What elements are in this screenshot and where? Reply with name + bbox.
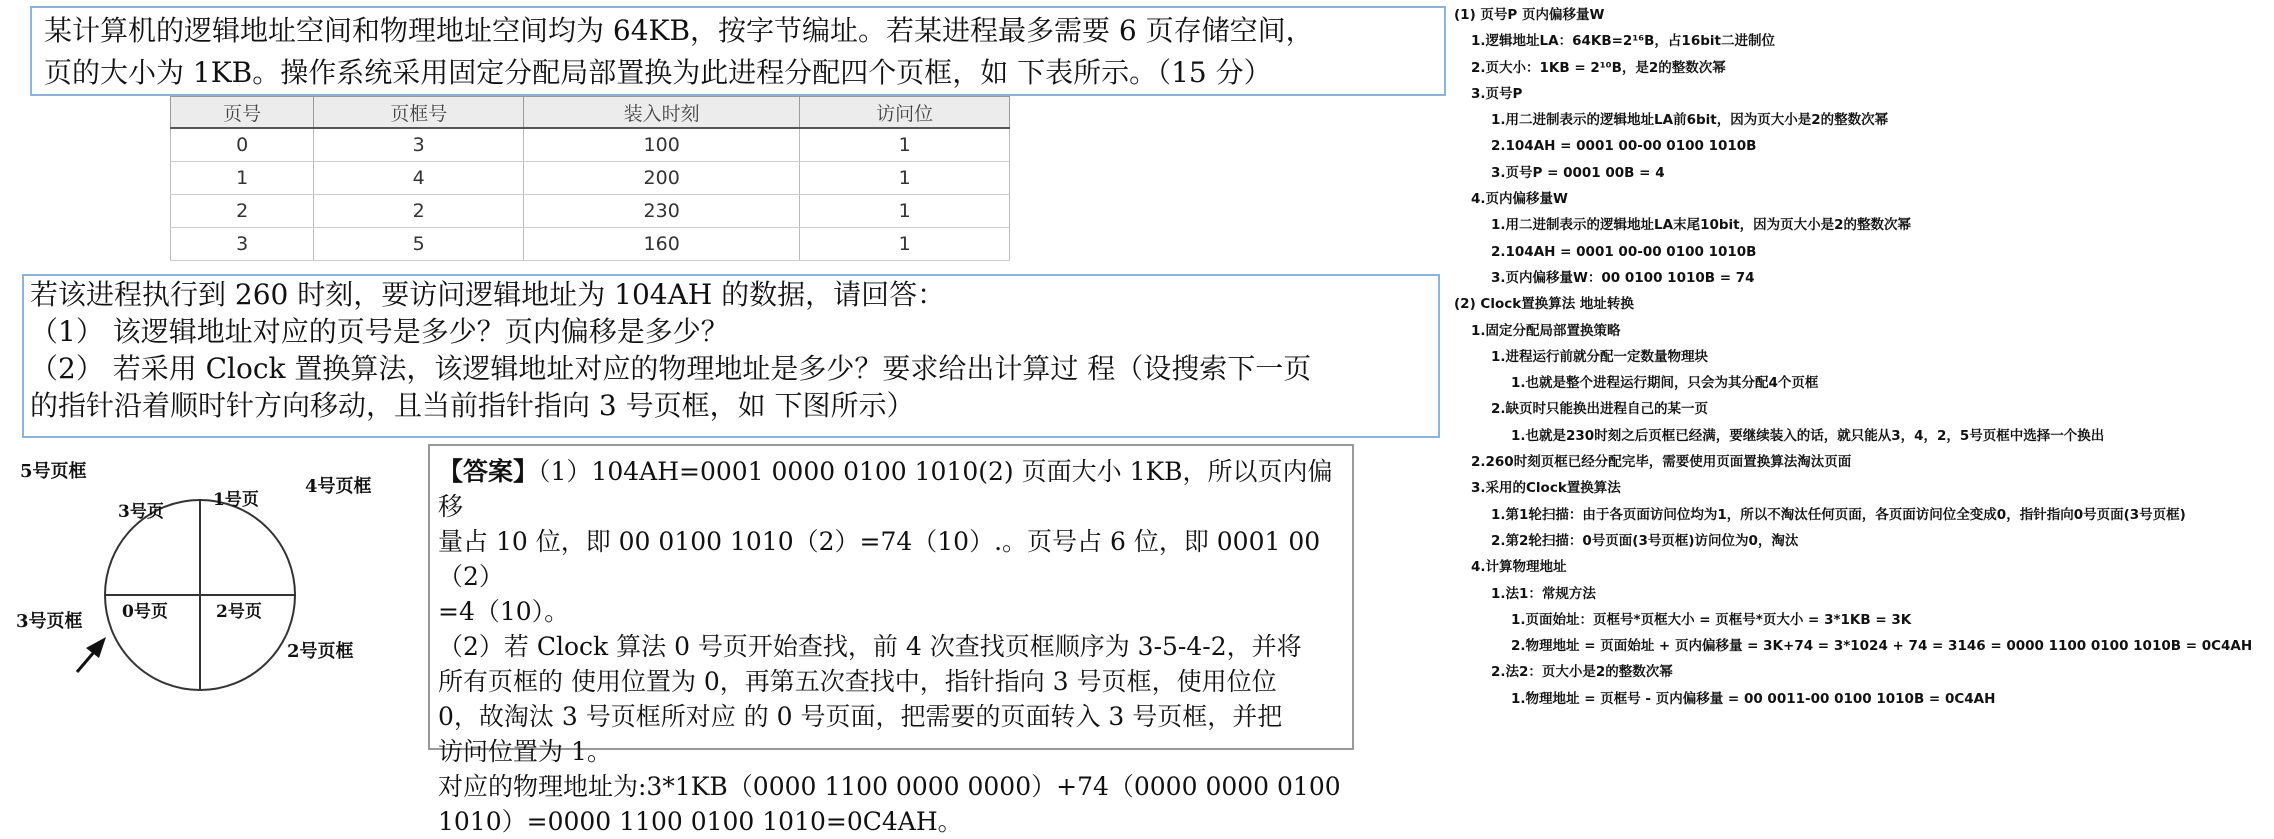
label-page-2: 2号页 (216, 602, 262, 622)
outline-item: (1) 页号P 页内偏移量W (1454, 7, 1605, 23)
outline-item: 3.页号P (1471, 85, 1523, 102)
outline-item: 3.采用的Clock置换算法 (1471, 480, 1621, 497)
outline-item: 1.也就是整个进程运行期间，只会为其分配4个页框 (1511, 375, 1819, 392)
outline-item: 2.缺页时只能换出进程自己的某一页 (1491, 401, 1709, 418)
outline-item: 2.法2：页大小是2的整数次幂 (1491, 664, 1673, 681)
question2-line-4: 的指针沿着顺时针方向移动，且当前指针指向 3 号页框，如 下图所示） (30, 389, 915, 422)
outline-item: 4.计算物理地址 (1471, 559, 1567, 576)
table-cell: 3 (314, 128, 524, 162)
header-access-bit: 访问位 (800, 97, 1010, 129)
table-row (171, 128, 1010, 162)
label-page-1: 1号页 (213, 490, 259, 510)
outline-item: 1.页面始址：页框号*页框大小 = 页框号*页大小 = 3*1KB = 3K (1511, 611, 1912, 628)
answer-line-8: 对应的物理地址为:3*1KB（0000 1100 0000 0000）+74（0000 0000 0100 (438, 772, 1341, 801)
label-frame-5: 5号页框 (20, 461, 87, 482)
answer-line-7: 访问位置为 1。 (438, 737, 612, 766)
answer-line-6: 0，故淘汰 3 号页框所对应 的 0 号页面，把需要的页面转入 3 号页框，并把 (438, 702, 1283, 731)
table-cell: 230 (524, 195, 800, 228)
outline-item: 3.页内偏移量W：00 0100 1010B = 74 (1491, 269, 1755, 286)
answer-tag: 【答案】 (438, 457, 539, 486)
label-frame-2: 2号页框 (287, 641, 354, 662)
outline-item: 1.用二进制表示的逻辑地址LA末尾10bit，因为页大小是2的整数次幂 (1491, 217, 1911, 234)
notes-outline (1454, 2, 2270, 712)
outline-item: 2.第2轮扫描：0号页面(3号页框)访问位为0，淘汰 (1491, 532, 1799, 549)
label-frame-3: 3号页框 (16, 611, 83, 632)
table-cell: 5 (314, 228, 524, 261)
outline-item: 2.物理地址 = 页面始址 + 页内偏移量 = 3K+74 = 3*1024 + 74 = 3146 = 0000 1100 0100 1010B = 0C4AH (1511, 638, 2253, 655)
question2-line-2: （1） 该逻辑地址对应的页号是多少？页内偏移是多少？ (30, 315, 729, 348)
outline-item: 2.页大小：1KB = 2¹⁰B，是2的整数次幂 (1471, 59, 1726, 76)
outline-item: 1.进程运行前就分配一定数量物理块 (1491, 348, 1709, 365)
clock-diagram (0, 445, 400, 745)
table-cell: 1 (800, 195, 1010, 228)
table-cell: 200 (524, 162, 800, 195)
question2-line-1: 若该进程执行到 260 时刻，要访问逻辑地址为 104AH 的数据，请回答： (30, 278, 946, 311)
outline-item: 1.第1轮扫描：由于各页面访问位均为1，所以不淘汰任何页面，各页面访问位全变成0，指针指向0号页面(3号页框) (1491, 506, 2186, 523)
answer-box (428, 444, 1354, 836)
label-page-3: 3号页 (118, 502, 164, 522)
table-row (171, 195, 1010, 228)
answer-line-2: 量占 10 位，即 00 0100 1010（2）=74（10）.。页号占 6 位，即 0001 00（2） (438, 527, 1321, 591)
table-cell: 1 (171, 162, 314, 195)
outline-item: 2.104AH = 0001 00-00 0100 1010B (1491, 243, 1757, 260)
answer-line-1 (438, 454, 1344, 524)
question-part2-box (22, 274, 1440, 438)
outline-item: (2) Clock置换算法 地址转换 (1454, 296, 1634, 313)
outline-item: 1.逻辑地址LA：64KB=2¹⁶B，占16bit二进制位 (1471, 33, 1775, 50)
table-cell: 4 (314, 162, 524, 195)
table-cell: 3 (171, 228, 314, 261)
table-cell: 160 (524, 228, 800, 261)
outline-item: 1.法1：常规方法 (1491, 585, 1596, 602)
table-cell: 0 (171, 128, 314, 162)
table-cell: 1 (800, 128, 1010, 162)
outline-item: 3.页号P = 0001 00B = 4 (1491, 164, 1665, 181)
label-frame-4: 4号页框 (305, 476, 372, 497)
question2-line-3: （2） 若采用 Clock 置换算法，该逻辑地址对应的物理地址是多少？要求给出计算过 程（设搜索下一页 (30, 352, 1312, 385)
answer-line-9: 1010）=0000 1100 0100 1010=0C4AH。 (438, 807, 963, 836)
outline-item: 1.用二进制表示的逻辑地址LA前6bit，因为页大小是2的整数次幂 (1491, 112, 1889, 129)
outline-item: 2.104AH = 0001 00-00 0100 1010B (1491, 138, 1757, 155)
answer-line-5: 所有页框的 使用位置为 0，再第五次查找中，指针指向 3 号页框，使用位位 (438, 667, 1277, 696)
header-page-number: 页号 (171, 97, 314, 129)
table-header-row (171, 97, 1010, 129)
table-cell: 1 (800, 228, 1010, 261)
answer-line-3: =4（10）。 (438, 597, 570, 626)
table-cell: 2 (171, 195, 314, 228)
page-table (170, 96, 1010, 261)
clock-pointer-arrowhead (86, 637, 106, 658)
outline-item: 1.固定分配局部置换策略 (1471, 322, 1621, 339)
outline-item: 2.260时刻页框已经分配完毕，需要使用页面置换算法淘汰页面 (1471, 454, 1852, 471)
header-load-time: 装入时刻 (524, 97, 800, 129)
table-row (171, 162, 1010, 195)
table-row (171, 228, 1010, 261)
answer-line-1-text: （1）104AH=0001 0000 0100 1010(2) 页面大小 1KB，所以页内偏移 (438, 457, 1333, 521)
outline-item: 1.物理地址 = 页框号 - 页内偏移量 = 00 0011-00 0100 1010B = 0C4AH (1511, 690, 1996, 707)
table-cell: 100 (524, 128, 800, 162)
outline-item: 1.也就是230时刻之后页框已经满，要继续装入的话，就只能从3，4，2，5号页框中选择一个换出 (1511, 427, 2105, 444)
question-line-1: 某计算机的逻辑地址空间和物理地址空间均为 64KB，按字节编址。若某进程最多需要 6 页存储空间， (44, 14, 1314, 47)
label-page-0: 0号页 (122, 602, 168, 622)
question-line-2: 页的大小为 1KB。操作系统采用固定分配局部置换为此进程分配四个页框，如 下表所示。（15 分） (44, 56, 1272, 89)
header-frame-number: 页框号 (314, 97, 524, 129)
table-cell: 2 (314, 195, 524, 228)
table-cell: 1 (800, 162, 1010, 195)
question-box (30, 6, 1446, 96)
outline-item: 4.页内偏移量W (1471, 191, 1568, 208)
answer-line-4: （2）若 Clock 算法 0 号页开始查找，前 4 次查找页框顺序为 3-5-4-2，并将 (438, 632, 1302, 661)
